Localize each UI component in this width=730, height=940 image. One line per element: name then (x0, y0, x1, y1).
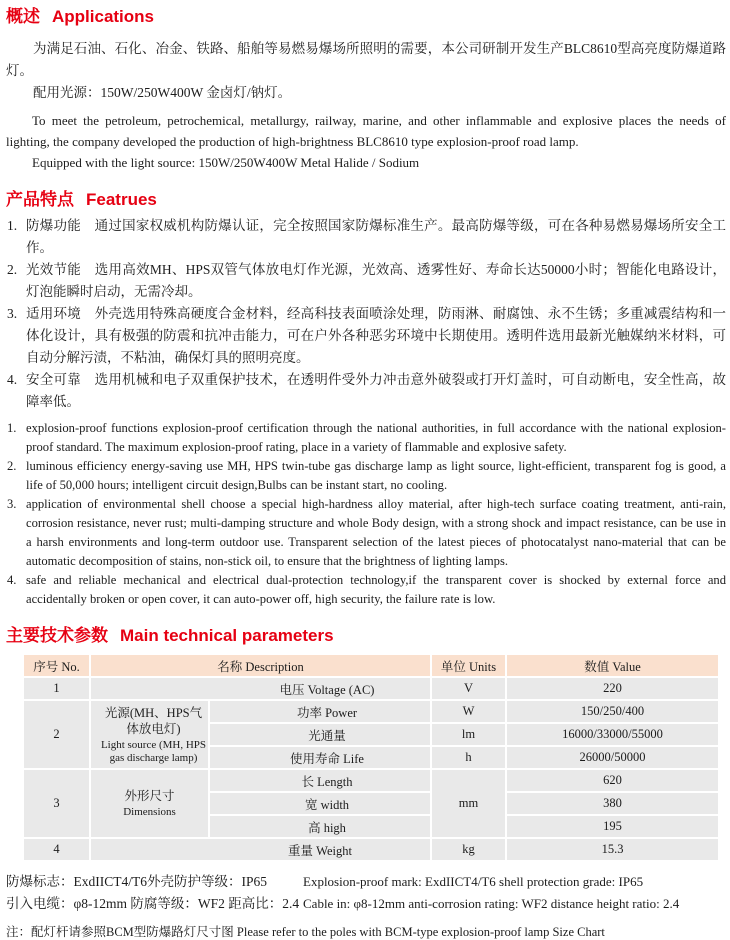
cell-value: 195 (507, 816, 718, 837)
feature-item-number: 1. (7, 421, 17, 435)
cell-unit: lm (432, 724, 505, 745)
cell-description: 宽 width (210, 793, 430, 814)
col-header-value: 数值 Value (507, 655, 718, 676)
applications-heading-en: Applications (52, 7, 155, 26)
features-list-zh (6, 215, 726, 413)
col-header-units: 单位 Units (432, 655, 505, 676)
cell-description: 重量 Weight (91, 839, 430, 860)
cell-group-dimensions (91, 770, 208, 837)
applications-heading-zh: 概述 (6, 7, 40, 26)
feature-item-text: application of environmental shell choose a special high-hardness alloy material, after high-tech surface coating treatment, anti-rain, corrosion resistance, never rust; multi-damping structure and whole Body design, with a strong shock and impact resistance, can be use in a harsh environments and long-term outdoor use. Transparent selection of the latest pieces of photocatalyst nano-material that can be automatic decomposition of stains, non-stick oil, to ensure that the brightness of lighting lamps. (26, 497, 726, 568)
cell-description: 电压 Voltage (AC) (91, 678, 430, 699)
group-label-en: Light source (MH, HPS gas discharge lamp) (100, 738, 207, 764)
parameters-heading-zh: 主要技术参数 (6, 626, 108, 645)
cell-unit: kg (432, 839, 505, 860)
cell-value: 15.3 (507, 839, 718, 860)
parameters-section (6, 625, 726, 862)
cell-description: 光通量 (210, 724, 430, 745)
cell-value: 16000/33000/55000 (507, 724, 718, 745)
cell-unit: mm (432, 770, 505, 837)
feature-item-text: explosion-proof functions explosion-proof certification through the national authorities, in full accordance with the national explosion-proof standard. The maximum explosion-proof rating, place in a variety of flammable and explosive safety. (26, 421, 726, 454)
feature-item-text: 适用环境 外壳选用特殊高硬度合金材料，经高科技表面喷涂处理，防雨淋、耐腐蚀、永不生锈；多重减震结构和一体化设计，具有极强的防震和抗冲击能力，可在户外各种恶劣环境中长期使用。透明件选用最新光触媒纳米材料，可自动分解污渍，不粘油，确保灯具的照明亮度。 (26, 306, 726, 365)
table-row-length (24, 770, 718, 791)
features-heading (6, 189, 726, 211)
cell-description: 高 high (210, 816, 430, 837)
feature-item-zh-3 (6, 303, 726, 369)
features-section (6, 189, 726, 609)
feature-item-number: 3. (7, 306, 18, 321)
col-header-no: 序号 No. (24, 655, 89, 676)
col-header-description: 名称 Description (91, 655, 430, 676)
explosion-proof-mark-zh: 防爆标志：ExdIICT4/T6外壳防护等级：IP65 (6, 874, 267, 889)
features-heading-en: Featrues (86, 190, 157, 209)
cell-unit: W (432, 701, 505, 722)
feature-item-en-3 (6, 495, 726, 571)
cell-value: 220 (507, 678, 718, 699)
cell-no: 2 (24, 701, 89, 768)
cable-in-zh: 引入电缆：φ8-12mm 防腐等级：WF2 距高比：2.4 (6, 896, 300, 911)
applications-paragraph-zh-1: 为满足石油、石化、冶金、铁路、船舶等易燃易爆场所照明的需要，本公司研制开发生产BLC8610型高亮度防爆道路灯。 (6, 41, 726, 78)
applications-paragraph-zh-2: 配用光源：150W/250W400W 金卤灯/钠灯。 (33, 85, 292, 100)
feature-item-number: 2. (7, 459, 17, 473)
cell-value: 620 (507, 770, 718, 791)
feature-item-number: 4. (7, 573, 17, 587)
applications-heading (6, 6, 726, 28)
cell-description: 使用寿命 Life (210, 747, 430, 768)
parameters-heading-en: Main technical parameters (120, 626, 334, 645)
parameters-table (22, 653, 720, 862)
footer-specs (6, 871, 726, 915)
feature-item-text: safe and reliable mechanical and electrical dual-protection technology,if the transparent cover is shocked by external force and accidentally broken or open cover, it can auto-power off, high security, the failure rate is low. (26, 573, 726, 606)
feature-item-zh-4 (6, 369, 726, 413)
cell-unit: h (432, 747, 505, 768)
cell-value: 26000/50000 (507, 747, 718, 768)
features-heading-zh: 产品特点 (6, 190, 74, 209)
features-list-en (6, 419, 726, 609)
feature-item-text: 光效节能 选用高效MH、HPS双管气体放电灯作光源，光效高、透雾性好、寿命长达50000小时；智能化电路设计，灯泡能瞬时启动，无需冷却。 (26, 262, 726, 299)
table-row-power (24, 701, 718, 722)
feature-item-en-2 (6, 457, 726, 495)
feature-item-number: 1. (7, 218, 18, 233)
feature-item-zh-2 (6, 259, 726, 303)
footer-specs-en (303, 871, 726, 915)
table-header-row (24, 655, 718, 676)
feature-item-number: 4. (7, 372, 18, 387)
cell-unit: V (432, 678, 505, 699)
feature-item-en-4 (6, 571, 726, 609)
applications-paragraph-en-2: Equipped with the light source: 150W/250W400W Metal Halide / Sodium (32, 155, 420, 170)
parameters-heading (6, 625, 726, 647)
feature-item-text: 安全可靠 选用机械和电子双重保护技术，在透明件受外力冲击意外破裂或打开灯盖时，可自动断电，安全性高，故障率低。 (26, 372, 726, 409)
cell-group-light-source (91, 701, 208, 768)
feature-item-number: 2. (7, 262, 18, 277)
feature-item-text: luminous efficiency energy-saving use MH, HPS twin-tube gas discharge lamp as light source, light-efficient, transparent fog is good, a life of 50,000 hours; intelligent circuit design,Bulbs can be instant start, no cooling. (26, 459, 726, 492)
feature-item-text: 防爆功能 通过国家权威机构防爆认证，完全按照国家防爆标准生产。最高防爆等级，可在各种易燃易爆场所安全工作。 (26, 218, 726, 255)
feature-item-number: 3. (7, 497, 17, 511)
footer-note: 注：配灯杆请参照BCM型防爆路灯尺寸图 Please refer to the poles with BCM-type explosion-proof lamp Size Chart (6, 925, 605, 939)
explosion-proof-mark-en: Explosion-proof mark: ExdIICT4/T6 shell protection grade: IP65 (303, 874, 644, 889)
applications-paragraph-en-1: To meet the petroleum, petrochemical, metallurgy, railway, marine, and other inflammable and explosive places the needs of lighting, the company developed the production of high-brightness BLC8610 type explosion-proof road lamp. (6, 113, 726, 149)
cell-description: 功率 Power (210, 701, 430, 722)
table-row-voltage (24, 678, 718, 699)
cell-no: 1 (24, 678, 89, 699)
cell-value: 380 (507, 793, 718, 814)
group-label-zh: 外形尺寸 (124, 789, 175, 803)
feature-item-zh-1 (6, 215, 726, 259)
cell-no: 3 (24, 770, 89, 837)
group-label-en: Dimensions (123, 806, 176, 818)
table-row-weight (24, 839, 718, 860)
footer-specs-zh (6, 871, 303, 915)
cell-description: 长 Length (210, 770, 430, 791)
feature-item-en-1 (6, 419, 726, 457)
cable-in-en: Cable in: φ8-12mm anti-corrosion rating: WF2 distance height ratio: 2.4 (303, 896, 680, 911)
cell-no: 4 (24, 839, 89, 860)
cell-value: 150/250/400 (507, 701, 718, 722)
group-label-zh: 光源(MH、HPS气体放电灯) (104, 705, 203, 736)
applications-section (6, 6, 726, 173)
